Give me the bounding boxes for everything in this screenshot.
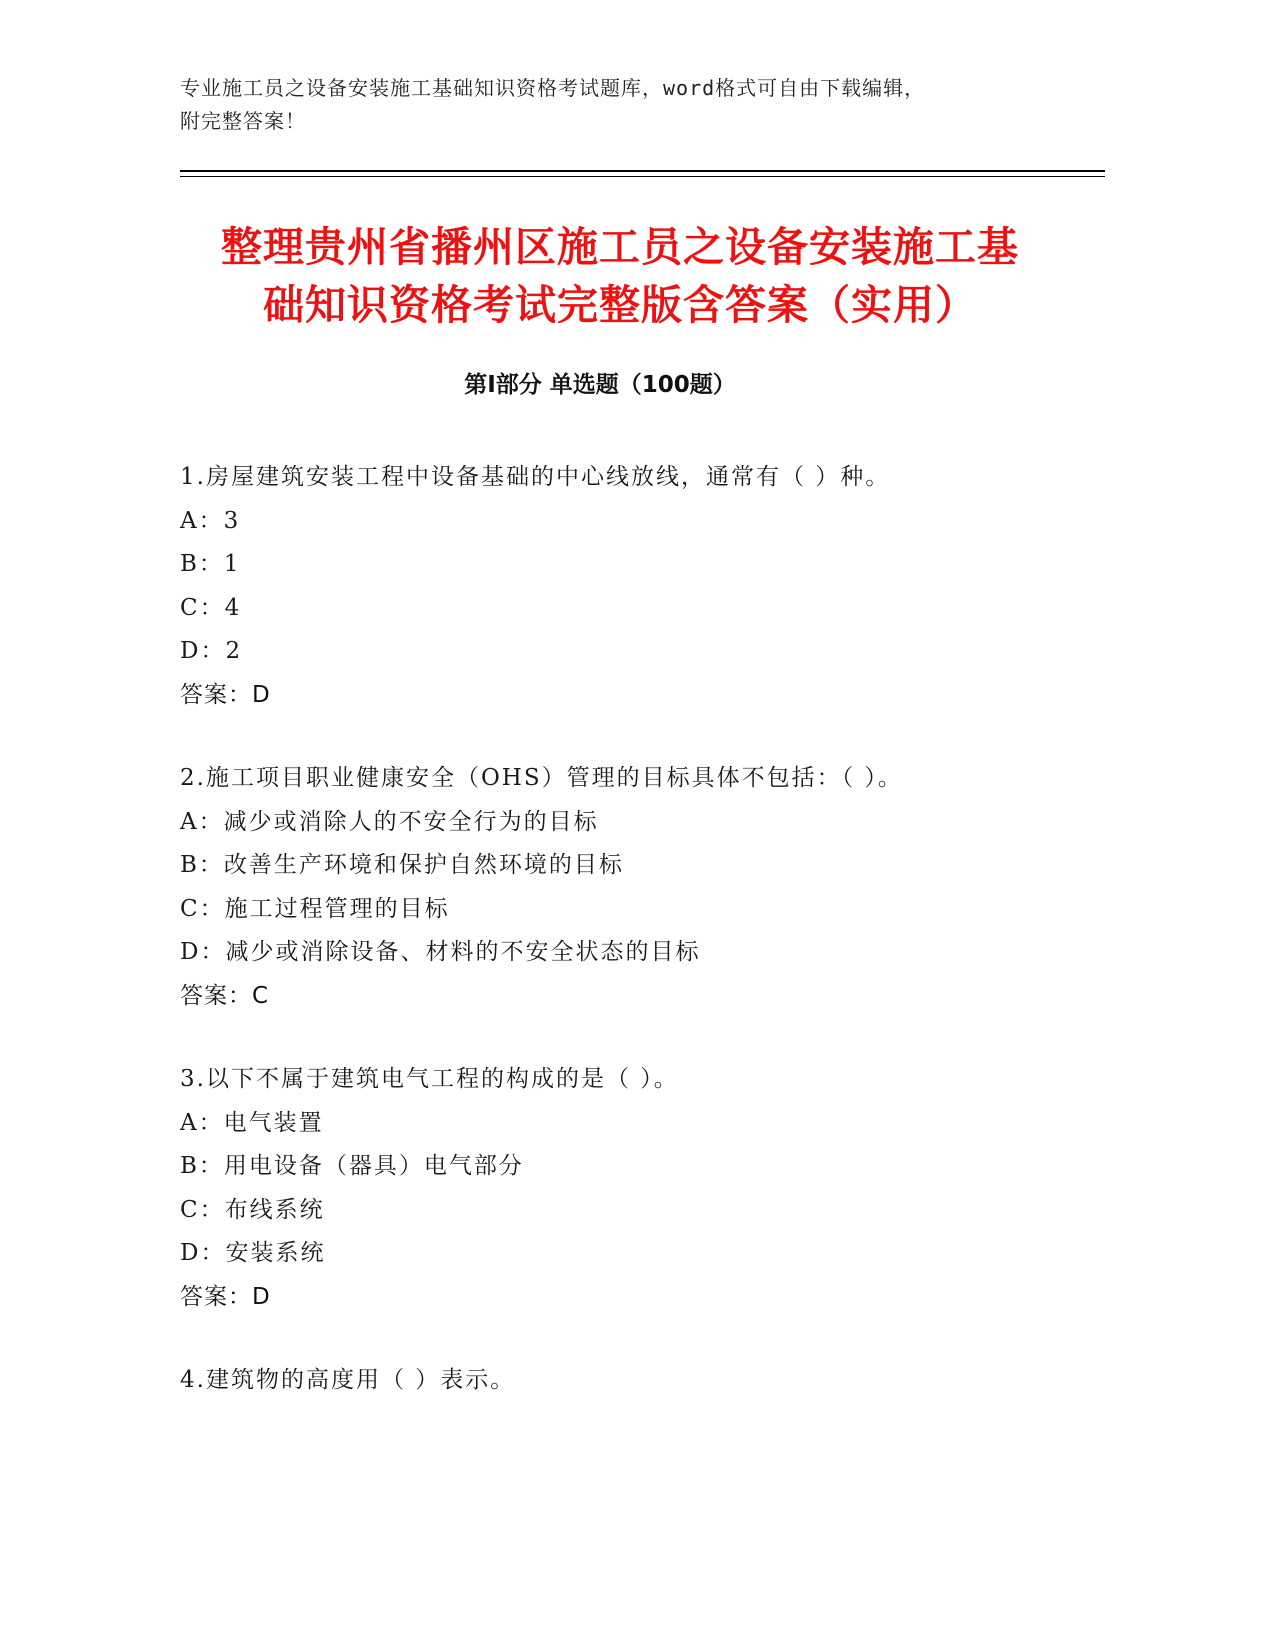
- option-c: [180, 888, 1100, 932]
- option-a: [180, 500, 1100, 544]
- section-heading: 第Ⅰ部分 单选题（100题）: [464, 372, 736, 398]
- option-key: B：: [180, 1153, 224, 1179]
- header-divider-thick: [180, 170, 1105, 172]
- option-text: 2: [225, 638, 243, 664]
- option-text: 1: [223, 551, 241, 577]
- option-key: D：: [180, 939, 226, 965]
- option-key: D：: [180, 638, 226, 664]
- option-d: [180, 931, 1100, 975]
- document-title-line-2: 础知识资格考试完整版含答案（实用）: [263, 281, 977, 329]
- question-4: [180, 1359, 1100, 1403]
- option-text: 4: [224, 594, 242, 621]
- header-note: [180, 72, 1060, 138]
- option-text: 布线系统: [224, 1196, 325, 1223]
- option-text: 减少或消除设备、材料的不安全状态的目标: [225, 939, 701, 965]
- answer: 答案：C: [180, 982, 270, 1009]
- option-text: 安装系统: [225, 1240, 326, 1266]
- option-key: C：: [180, 594, 225, 621]
- option-b: [180, 543, 1100, 587]
- question-2: [180, 757, 1100, 1018]
- option-text: 电气装置: [223, 1109, 324, 1136]
- header-divider-thin: [180, 176, 1105, 177]
- option-key: C：: [180, 895, 225, 922]
- option-key: B：: [180, 852, 224, 878]
- question-1: [180, 456, 1100, 717]
- option-a: [180, 801, 1100, 845]
- option-c: [180, 1189, 1100, 1233]
- option-d: [180, 1232, 1100, 1276]
- option-d: [180, 630, 1100, 674]
- option-key: A：: [180, 808, 224, 835]
- option-key: A：: [180, 1109, 224, 1136]
- option-text: 改善生产环境和保护自然环境的目标: [223, 852, 624, 878]
- option-key: A：: [180, 507, 224, 534]
- question-list: [180, 456, 1100, 1443]
- question-stem: 2.施工项目职业健康安全（OHS）管理的目标具体不包括：（ ）。: [180, 765, 903, 791]
- header-note-line-1: 专业施工员之设备安装施工基础知识资格考试题库，word格式可自由下载编辑，: [180, 76, 926, 100]
- option-text: 用电设备（器具）电气部分: [223, 1153, 524, 1179]
- question-stem: 4.建筑物的高度用（ ）表示。: [180, 1367, 516, 1393]
- option-text: 施工过程管理的目标: [224, 895, 450, 922]
- question-stem: 3.以下不属于建筑电气工程的构成的是（ ）。: [180, 1066, 679, 1092]
- option-c: [180, 587, 1100, 631]
- option-key: B：: [180, 551, 224, 577]
- option-a: [180, 1102, 1100, 1146]
- question-stem: 1.房屋建筑安装工程中设备基础的中心线放线，通常有（ ）种。: [180, 464, 891, 490]
- header-note-line-2: 附完整答案！: [180, 109, 306, 133]
- answer: 答案：D: [180, 681, 271, 708]
- question-3: [180, 1058, 1100, 1319]
- option-b: [180, 1145, 1100, 1189]
- answer: 答案：D: [180, 1283, 271, 1310]
- document-title: [150, 218, 1090, 334]
- document-title-line-1: 整理贵州省播州区施工员之设备安装施工基: [221, 223, 1019, 271]
- option-text: 减少或消除人的不安全行为的目标: [223, 808, 599, 835]
- option-text: 3: [223, 507, 241, 534]
- option-b: [180, 844, 1100, 888]
- option-key: D：: [180, 1240, 226, 1266]
- option-key: C：: [180, 1196, 225, 1223]
